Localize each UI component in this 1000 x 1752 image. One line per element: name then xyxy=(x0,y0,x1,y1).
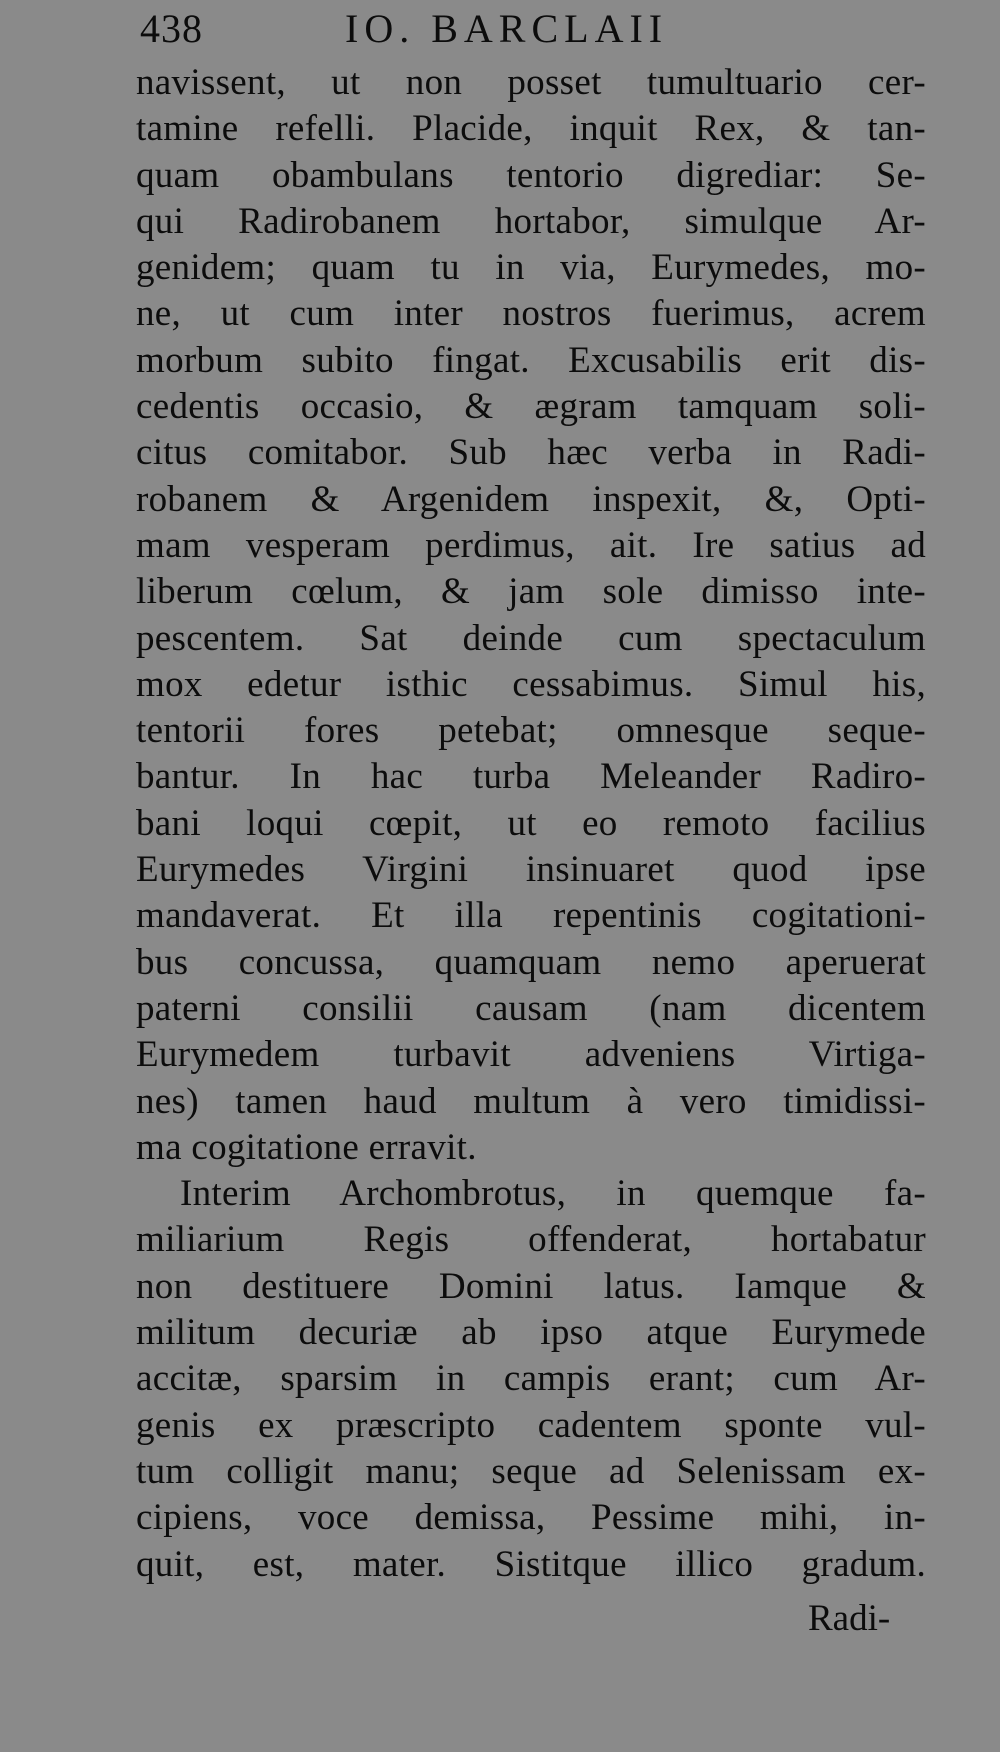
text-line: genis ex præscripto cadentem sponte vul- xyxy=(136,1404,926,1446)
text-line: bus concussa, quamquam nemo aperuerat xyxy=(136,941,926,983)
text-line: qui Radirobanem hortabor, simulque Ar- xyxy=(136,200,926,242)
text-line: quit, est, mater. Sistitque illico gradum. xyxy=(136,1543,926,1585)
text-line: citus comitabor. Sub hæc verba in Radi- xyxy=(136,432,926,474)
running-head xyxy=(140,4,940,54)
text-line: paterni consilii causam (nam dicentem xyxy=(136,987,926,1029)
text-line: genidem; quam tu in via, Eurymedes, mo- xyxy=(136,247,926,289)
text-line: ma cogitatione erravit. xyxy=(136,1126,477,1168)
text-line: miliarium Regis offenderat, hortabatur xyxy=(136,1219,926,1261)
text-block xyxy=(136,60,926,1588)
text-line: morbum subito fingat. Excusabilis erit dis- xyxy=(136,339,926,381)
text-line: mam vesperam perdimus, ait. Ire satius ad xyxy=(136,524,926,566)
text-line: cedentis occasio, & ægram tamquam soli- xyxy=(136,386,926,428)
text-line: non destituere Domini latus. Iamque & xyxy=(136,1265,926,1307)
text-line: tentorii fores petebat; omnesque seque- xyxy=(136,710,926,752)
text-line: nes) tamen haud multum à vero timidissi- xyxy=(136,1080,926,1122)
text-line: militum decuriæ ab ipso atque Eurymede xyxy=(136,1312,926,1354)
text-line: quam obambulans tentorio digrediar: Se- xyxy=(136,154,926,196)
text-line: Eurymedem turbavit adveniens Virtiga- xyxy=(136,1034,926,1076)
text-line: tum colligit manu; seque ad Selenissam ex- xyxy=(136,1450,926,1492)
text-line: Eurymedes Virgini insinuaret quod ipse xyxy=(136,849,926,891)
catchword: Radi- xyxy=(808,1598,891,1639)
text-line: cipiens, voce demissa, Pessime mihi, in- xyxy=(136,1497,926,1539)
text-line: accitæ, sparsim in campis erant; cum Ar- xyxy=(136,1358,926,1400)
text-line: robanem & Argenidem inspexit, &, Opti- xyxy=(136,478,926,520)
text-line: bani loqui cœpit, ut eo remoto facilius xyxy=(136,802,926,844)
text-line: Interim Archombrotus, in quemque fa- xyxy=(180,1173,926,1215)
text-line: ne, ut cum inter nostros fuerimus, acrem xyxy=(136,293,926,335)
text-line: bantur. In hac turba Meleander Radiro- xyxy=(136,756,926,798)
text-line: mox edetur isthic cessabimus. Simul his, xyxy=(136,663,926,705)
running-title: IO. BARCLAII xyxy=(345,6,669,51)
text-line: liberum cœlum, & jam sole dimisso inte- xyxy=(136,571,926,613)
page-number: 438 xyxy=(140,6,203,51)
text-line: pescentem. Sat deinde cum spectaculum xyxy=(136,617,926,659)
text-line: navissent, ut non posset tumultuario cer- xyxy=(136,62,926,103)
text-line: tamine refelli. Placide, inquit Rex, & tan- xyxy=(136,108,926,150)
text-line: mandaverat. Et illa repentinis cogitationi- xyxy=(136,895,926,937)
